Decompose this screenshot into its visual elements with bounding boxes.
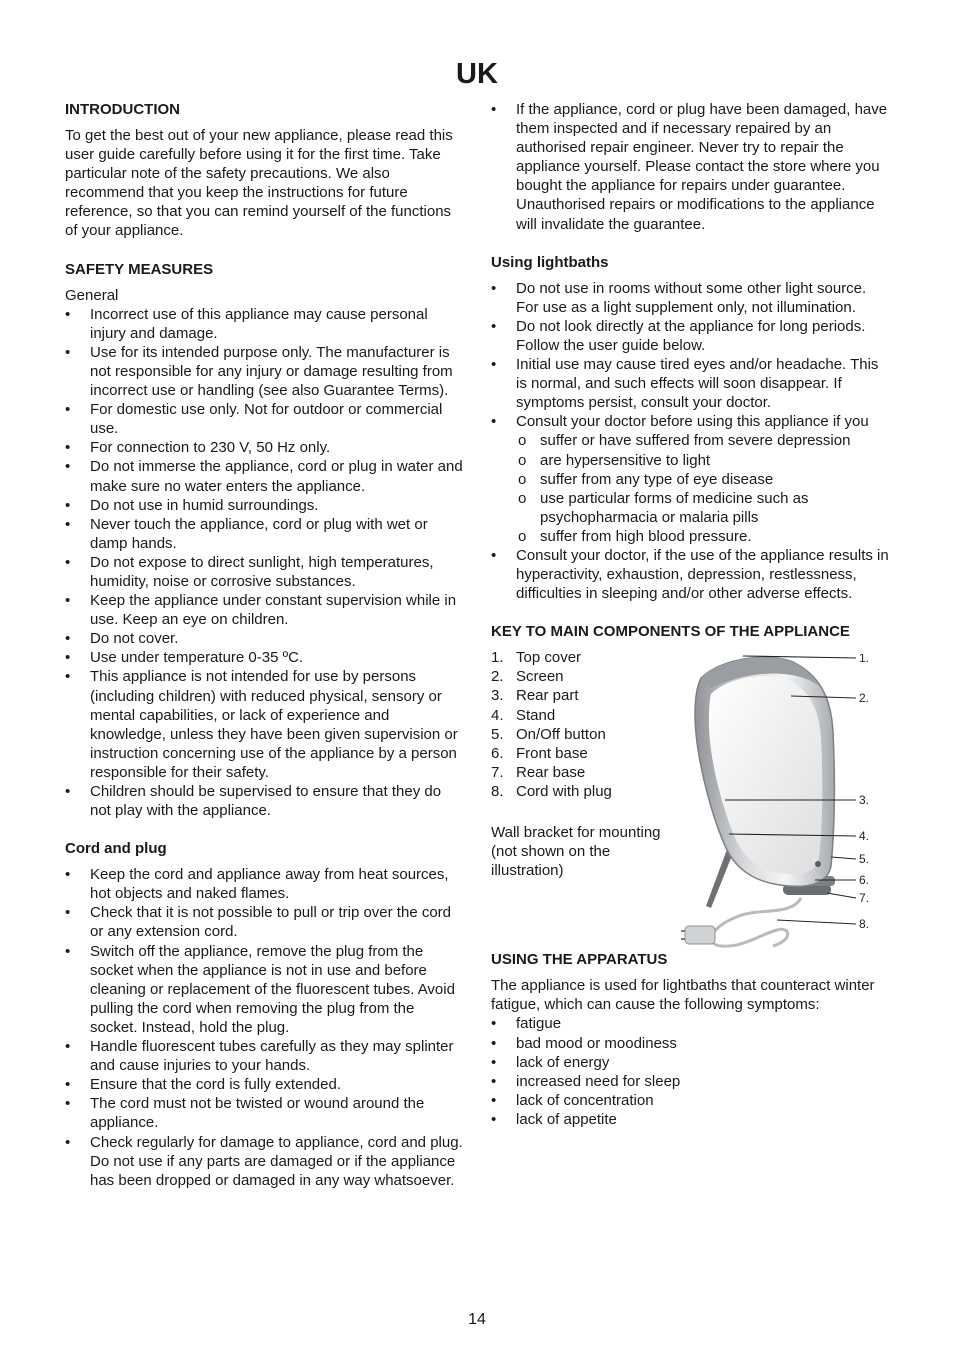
introduction-heading: INTRODUCTION (65, 101, 180, 118)
list-item: • lack of energy (491, 1053, 891, 1072)
component-item (491, 648, 681, 667)
introduction-body: To get the best out of your new appliance, please read this user guide carefully before using it for the first time. Take particular note of the safety precautions. We also recommend that you keep the instructions for future reference, so that you can remind yourself of the functions of your appliance. (65, 127, 453, 240)
component-number: 2. (491, 668, 504, 686)
list-item: • Incorrect use of this appliance may cause personal injury and damage. (65, 305, 465, 343)
apparatus-section (491, 950, 891, 1129)
cord-heading: Cord and plug (65, 840, 167, 858)
component-label: Front base (516, 744, 588, 762)
list-item: • Do not cover. (65, 629, 465, 648)
list-item: • For connection to 230 V, 50 Hz only. (65, 438, 465, 457)
component-item (491, 706, 681, 725)
callout-line (831, 857, 856, 859)
list-item: • Initial use may cause tired eyes and/or headache. This is normal, and such effects will soon disappear. If symptoms persist, consult your doctor. (491, 355, 891, 412)
list-item: • lack of concentration (491, 1091, 891, 1110)
list-item: • Switch off the appliance, remove the plug from the socket when the appliance is not in use and before cleaning or replacement of the fluorescent tubes. Avoid pulling the cord when removing the plug from the socket. Instead, hold the plug. (65, 942, 465, 1037)
list-item: • Keep the cord and appliance away from heat sources, hot objects and naked flames. (65, 865, 465, 903)
spacer (65, 241, 465, 260)
sub-list-item: o use particular forms of medicine such as psychopharmacia or malaria pills (491, 489, 891, 527)
list-item: • Check regularly for damage to appliance, cord and plug. Do not use if any parts are damaged or if the appliance has been dropped or damaged in any way whatsoever. (65, 1133, 465, 1190)
apparatus-heading: USING THE APPARATUS (491, 951, 668, 969)
components-list (491, 648, 681, 801)
plug (685, 926, 715, 944)
language-heading: UK (456, 58, 498, 90)
component-number: 7. (491, 763, 504, 781)
appliance-illustration (681, 654, 891, 954)
callout-label: 1. (859, 654, 870, 666)
components-heading: KEY TO MAIN COMPONENTS OF THE APPLIANCE (491, 623, 850, 641)
list-item: • Do not immerse the appliance, cord or plug in water and make sure no water enters the appliance. (65, 457, 465, 495)
callout-line (777, 920, 856, 924)
sub-list-item: o suffer from any type of eye disease (491, 470, 891, 489)
list-item: • Handle fluorescent tubes carefully as they may splinter and cause injuries to your hands. (65, 1037, 465, 1075)
callout-label: 3. (859, 793, 870, 808)
component-item (491, 763, 681, 782)
list-item: • This appliance is not intended for use by persons (including children) with reduced physical, sensory or mental capabilities, or lack of experience and knowledge, unless they have been given supervision or instruction concerning use of the appliance by a person responsible for their safety. (65, 667, 465, 782)
component-label: Stand (516, 706, 556, 724)
component-label: Rear base (516, 763, 586, 781)
callout-label: 6. (859, 873, 870, 888)
sub-list-item: o suffer or have suffered from severe depression (491, 431, 891, 450)
component-label: Rear part (516, 687, 579, 705)
list-item: • bad mood or moodiness (491, 1034, 891, 1053)
symptoms-list (491, 1014, 891, 1129)
sub-list-item: o suffer from high blood pressure. (491, 527, 891, 546)
callout-label: 2. (859, 691, 870, 706)
component-number: 8. (491, 782, 504, 800)
component-number: 5. (491, 725, 504, 743)
list-item: • If the appliance, cord or plug have been damaged, have them inspected and if necessary repaired by an authorised repair engineer. Never try to repair the appliance yourself. Please contact the store where you bought the appliance for repairs under guarantee. Unauthorised repairs or modifications to the appliance will invalidate the guarantee. (491, 100, 891, 234)
list-item: • Keep the appliance under constant supervision while in use. Keep an eye on children. (65, 591, 465, 629)
introduction-section (65, 100, 465, 241)
list-item: • Do not look directly at the appliance for long periods. Follow the user guide below. (491, 317, 891, 355)
cord-list (65, 865, 465, 1190)
cord (711, 898, 801, 946)
component-item (491, 725, 681, 744)
component-item (491, 667, 681, 686)
list-item: • Children should be supervised to ensure that they do not play with the appliance. (65, 782, 465, 820)
component-number: 1. (491, 649, 504, 667)
wall-bracket-note: Wall bracket for mounting (not shown on the illustration) (491, 824, 661, 880)
general-list (65, 305, 465, 821)
component-label: Cord with plug (516, 782, 612, 800)
list-item: • The cord must not be twisted or wound around the appliance. (65, 1094, 465, 1132)
callout-label: 4. (859, 829, 870, 844)
list-item: • Do not expose to direct sunlight, high temperatures, humidity, noise or corrosive substances. (65, 553, 465, 591)
list-item: • Ensure that the cord is fully extended. (65, 1075, 465, 1094)
spacer (65, 820, 465, 839)
cord-section (65, 839, 465, 1190)
callout-label: 5. (859, 852, 870, 867)
right-column (491, 100, 891, 1129)
component-number: 6. (491, 744, 504, 762)
safety-heading: SAFETY MEASURES (65, 260, 214, 278)
component-item (491, 782, 681, 801)
component-label: Screen (516, 668, 564, 686)
cord-list-continued (491, 100, 891, 234)
components-figure-area (491, 648, 891, 950)
list-item: • fatigue (491, 1014, 891, 1033)
spacer (491, 603, 891, 622)
on-off-button (815, 861, 821, 867)
component-number: 4. (491, 706, 504, 724)
lightbaths-heading: Using lightbaths (491, 253, 609, 271)
list-item: • Never touch the appliance, cord or plug with wet or damp hands. (65, 515, 465, 553)
lightbaths-list (491, 279, 891, 604)
list-item: • Consult your doctor before using this appliance if you (491, 412, 891, 431)
callout-label: 7. (859, 891, 870, 906)
list-item: • Use for its intended purpose only. The manufacturer is not responsible for any injury or damage resulting from incorrect use or handling (see also Guarantee Terms). (65, 343, 465, 400)
left-column (65, 100, 465, 1190)
component-item (491, 744, 681, 763)
list-item: • Check that it is not possible to pull or trip over the cord or any extension cord. (65, 903, 465, 941)
list-item: • increased need for sleep (491, 1072, 891, 1091)
safety-section (65, 260, 465, 821)
list-item: • For domestic use only. Not for outdoor or commercial use. (65, 400, 465, 438)
apparatus-body: The appliance is used for lightbaths that counteract winter fatigue, which can cause the following symptoms: (491, 977, 875, 1014)
general-label: General (65, 286, 119, 304)
list-item: • Consult your doctor, if the use of the appliance results in hyperactivity, exhaustion, depression, restlessness, difficulties in sleeping and/or other adverse effects. (491, 546, 891, 603)
callout-label: 8. (859, 917, 870, 932)
callout-line (827, 893, 856, 898)
component-label: On/Off button (516, 725, 606, 743)
sub-list-item: o are hypersensitive to light (491, 451, 891, 470)
components-section (491, 622, 891, 950)
page-number: 14 (468, 1311, 486, 1328)
list-item: • Do not use in humid surroundings. (65, 496, 465, 515)
lightbaths-section (491, 253, 891, 604)
list-item: • Use under temperature 0-35 ºC. (65, 648, 465, 667)
list-item: • lack of appetite (491, 1110, 891, 1129)
list-item: • Do not use in rooms without some other light source. For use as a light supplement only, not illumination. (491, 279, 891, 317)
component-label: Top cover (516, 649, 582, 667)
component-number: 3. (491, 687, 504, 705)
component-item (491, 686, 681, 705)
spacer (491, 234, 891, 253)
